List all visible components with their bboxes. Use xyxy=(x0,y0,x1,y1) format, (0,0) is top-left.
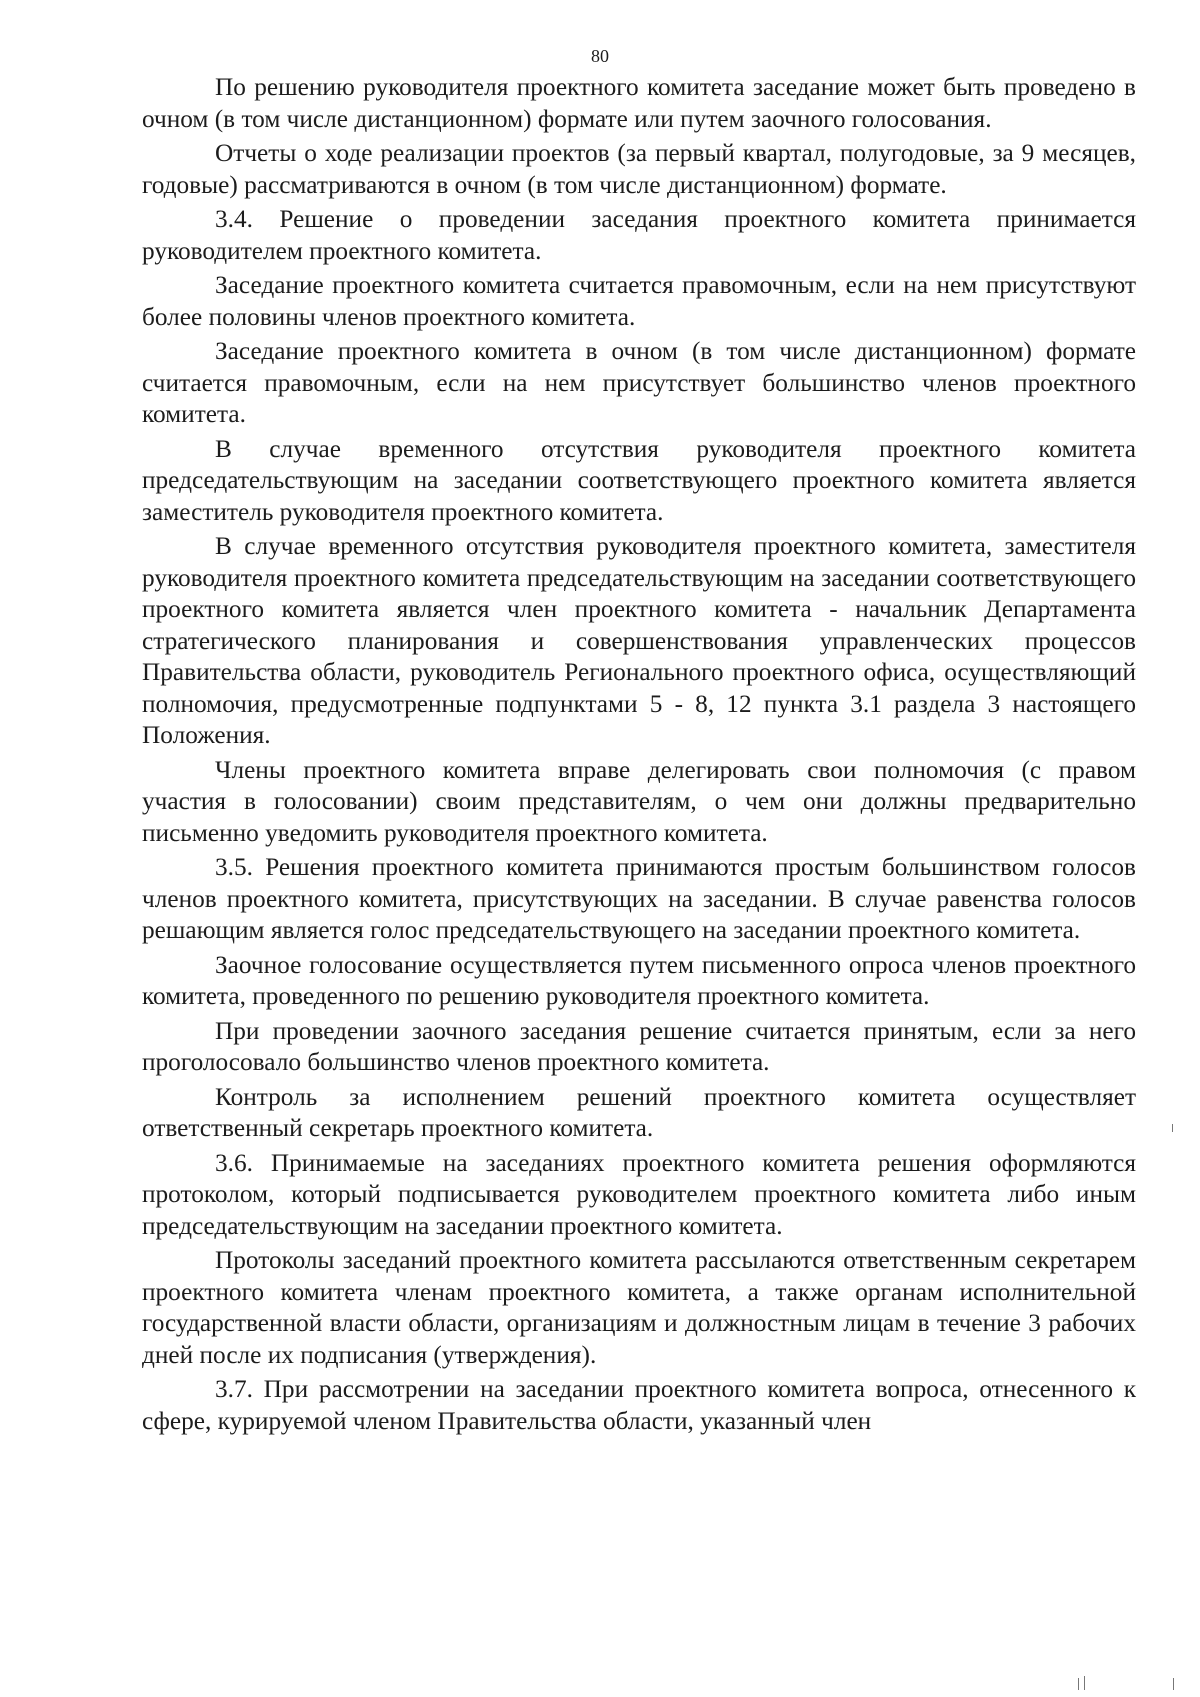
paragraph-15: 3.7. При рассмотрении на заседании проектного комитета вопроса, отнесенного к сфере, курируемой членом Правительства области, указанный член xyxy=(142,1375,1136,1435)
paragraph-2: Отчеты о ходе реализации проектов (за первый квартал, полугодовые, за 9 месяцев, годовые) рассматриваются в очном (в том числе дистанционном) формате. xyxy=(142,139,1136,199)
scan-mark xyxy=(1173,1678,1174,1690)
paragraph-7: В случае временного отсутствия руководителя проектного комитета, заместителя руководителя проектного комитета председательствующим на заседании соответствующего проектного комитета является член проектного комитета - начальник Департамента стратегического планирования и совершенствования управленческих процессов Правительства области, руководитель Регионального проектного офиса, осуществляющий полномочия, предусмотренные подпунктами 5 - 8, 12 пункта 3.1 раздела 3 настоящего Положения. xyxy=(142,532,1136,749)
paragraph-10: Заочное голосование осуществляется путем письменного опроса членов проектного комитета, проведенного по решению руководителя проектного комитета. xyxy=(142,950,1136,1010)
paragraph-12: Контроль за исполнением решений проектного комитета осуществляет ответственный секретарь проектного комитета. xyxy=(142,1082,1136,1142)
paragraph-13: 3.6. Принимаемые на заседаниях проектного комитета решения оформляются протоколом, который подписывается руководителем проектного комитета либо иным председательствующим на заседании проектного комитета. xyxy=(142,1148,1136,1240)
paragraph-4: Заседание проектного комитета считается правомочным, если на нем присутствуют более половины членов проектного комитета. xyxy=(142,271,1136,331)
paragraph-9: 3.5. Решения проектного комитета принимаются простым большинством голосов членов проектного комитета, присутствующих на заседании. В случае равенства голосов решающим является голос председательствующего на заседании проектного комитета. xyxy=(142,853,1136,944)
paragraph-6: В случае временного отсутствия руководителя проектного комитета председательствующим на заседании соответствующего проектного комитета является заместитель руководителя проектного комитета. xyxy=(142,434,1136,526)
page-number: 80 xyxy=(591,46,609,66)
paragraph-3: 3.4. Решение о проведении заседания проектного комитета принимается руководителем проектного комитета. xyxy=(142,205,1136,265)
scan-mark xyxy=(1078,1678,1079,1690)
scan-mark xyxy=(1172,1124,1173,1132)
paragraph-1: По решению руководителя проектного комитета заседание может быть проведено в очном (в том числе дистанционном) формате или путем заочного голосования. xyxy=(142,73,1136,133)
scan-mark xyxy=(1084,1676,1085,1690)
paragraph-5: Заседание проектного комитета в очном (в том числе дистанционном) формате считается правомочным, если на нем присутствует большинство членов проектного комитета. xyxy=(142,337,1136,428)
paragraph-11: При проведении заочного заседания решение считается принятым, если за него проголосовало большинство членов проектного комитета. xyxy=(142,1016,1136,1076)
document-body xyxy=(142,72,1136,1437)
paragraph-8: Члены проектного комитета вправе делегировать свои полномочия (с правом участия в голосовании) своим представителям, о чем они должны предварительно письменно уведомить руководителя проектного комитета. xyxy=(142,755,1136,847)
paragraph-14: Протоколы заседаний проектного комитета рассылаются ответственным секретарем проектного комитета членам проектного комитета, а также органам исполнительной государственной власти области, организациям и должностным лицам в течение 3 рабочих дней после их подписания (утверждения). xyxy=(142,1246,1136,1369)
